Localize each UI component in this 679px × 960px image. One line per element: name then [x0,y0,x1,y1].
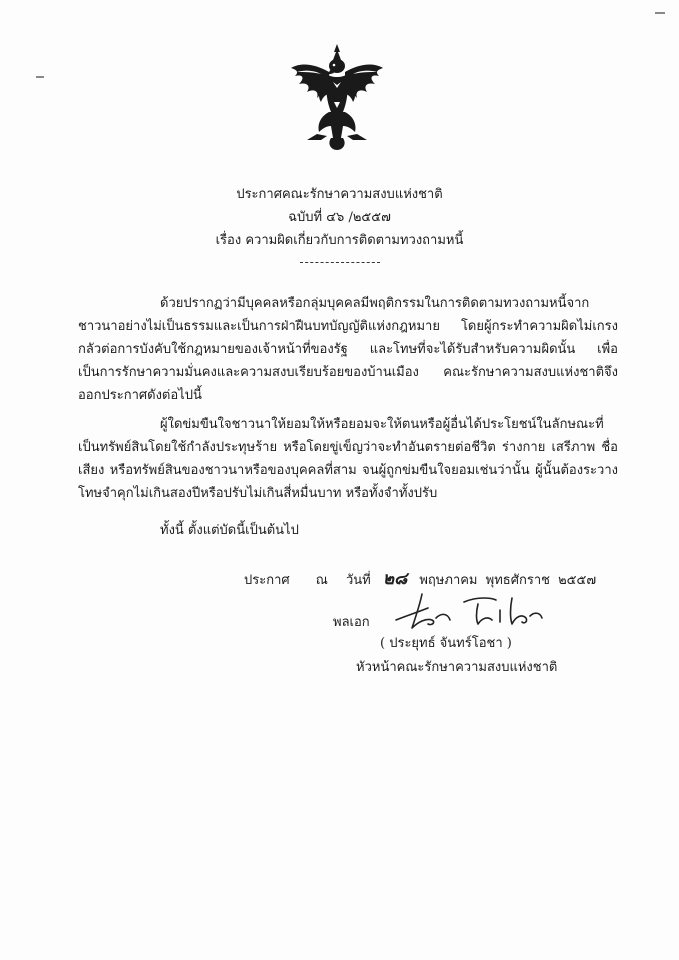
issue-number: ฉบับที่ ๔๖ /๒๕๕๗ [288,210,391,225]
date-era-label: พุทธศักราช [485,573,550,588]
paragraph-preamble: ด้วยปรากฏว่ามีบุคคลหรือกลุ่มบุคคลมีพฤติกรรมในการติดตามทวงถามหนี้จากชาวนาอย่างไม่เป็นธรรมและเป็นการฝ่าฝืนบทบัญญัติแห่งกฎหมาย โดยผู้กระทำความผิดไม่เกรงกลัวต่อการบังคับใช้กฎหมายของเจ้าหน้าที่ของรัฐ และโทษที่จะได้รับสำหรับความผิดนั้น เพื่อเป็นการรักษาความมั่นคงและความสงบเรียบร้อยของบ้านเมือง คณะรักษาความสงบแห่งชาติจึงออกประกาศดังต่อไปนี้ [78,296,618,403]
date-month: พฤษภาคม [419,573,478,588]
date-day-handwritten: ๒๘ [382,569,408,589]
signatory-rank: พลเอก [333,615,370,630]
announcement-subject: เรื่อง ความผิดเกี่ยวกับการติดตามทวงถามหนี้ [215,233,464,248]
signatory-name: ( ประยุทธ์ จันทร์โอชา ) [380,636,512,651]
date-at-label: ณ [315,573,328,588]
paragraph-provision: ผู้ใดข่มขืนใจชาวนาให้ยอมให้หรือยอมจะให้ตนหรือผู้อื่นได้ประโยชน์ในลักษณะที่เป็นทรัพย์สินโดยใช้กำลังประทุษร้าย หรือโดยขู่เข็ญว่าจะทำอันตรายต่อชีวิต ร่างกาย เสรีภาพ ชื่อเสียง หรือทรัพย์สินของชาวนาหรือของบุคคลที่สาม จนผู้ถูกข่มขืนใจยอมเช่นว่านั้น ผู้นั้นต้องระวางโทษจำคุกไม่เกินสองปีหรือปรับไม่เกินสี่หมื่นบาท หรือทั้งจำทั้งปรับ [78,417,618,501]
date-day-label: วันที่ [345,573,371,588]
effective-clause: ทั้งนี้ ตั้งแต่บัดนี้เป็นต้นไป [160,523,299,538]
heading-divider [300,262,380,263]
announcement-body [78,292,618,505]
date-year: ๒๕๕๗ [558,573,597,588]
announcement-heading [0,185,679,251]
scan-mark-left [36,76,44,78]
scan-mark-right [655,12,665,14]
announcement-title: ประกาศคณะรักษาความสงบแห่งชาติ [236,187,443,202]
handwritten-signature-icon [392,592,552,632]
date-announced-label: ประกาศ [244,573,290,588]
signatory-position: หัวหน้าคณะรักษาความสงบแห่งชาติ [356,660,558,675]
garuda-emblem-icon [287,42,387,152]
date-line [244,565,596,592]
